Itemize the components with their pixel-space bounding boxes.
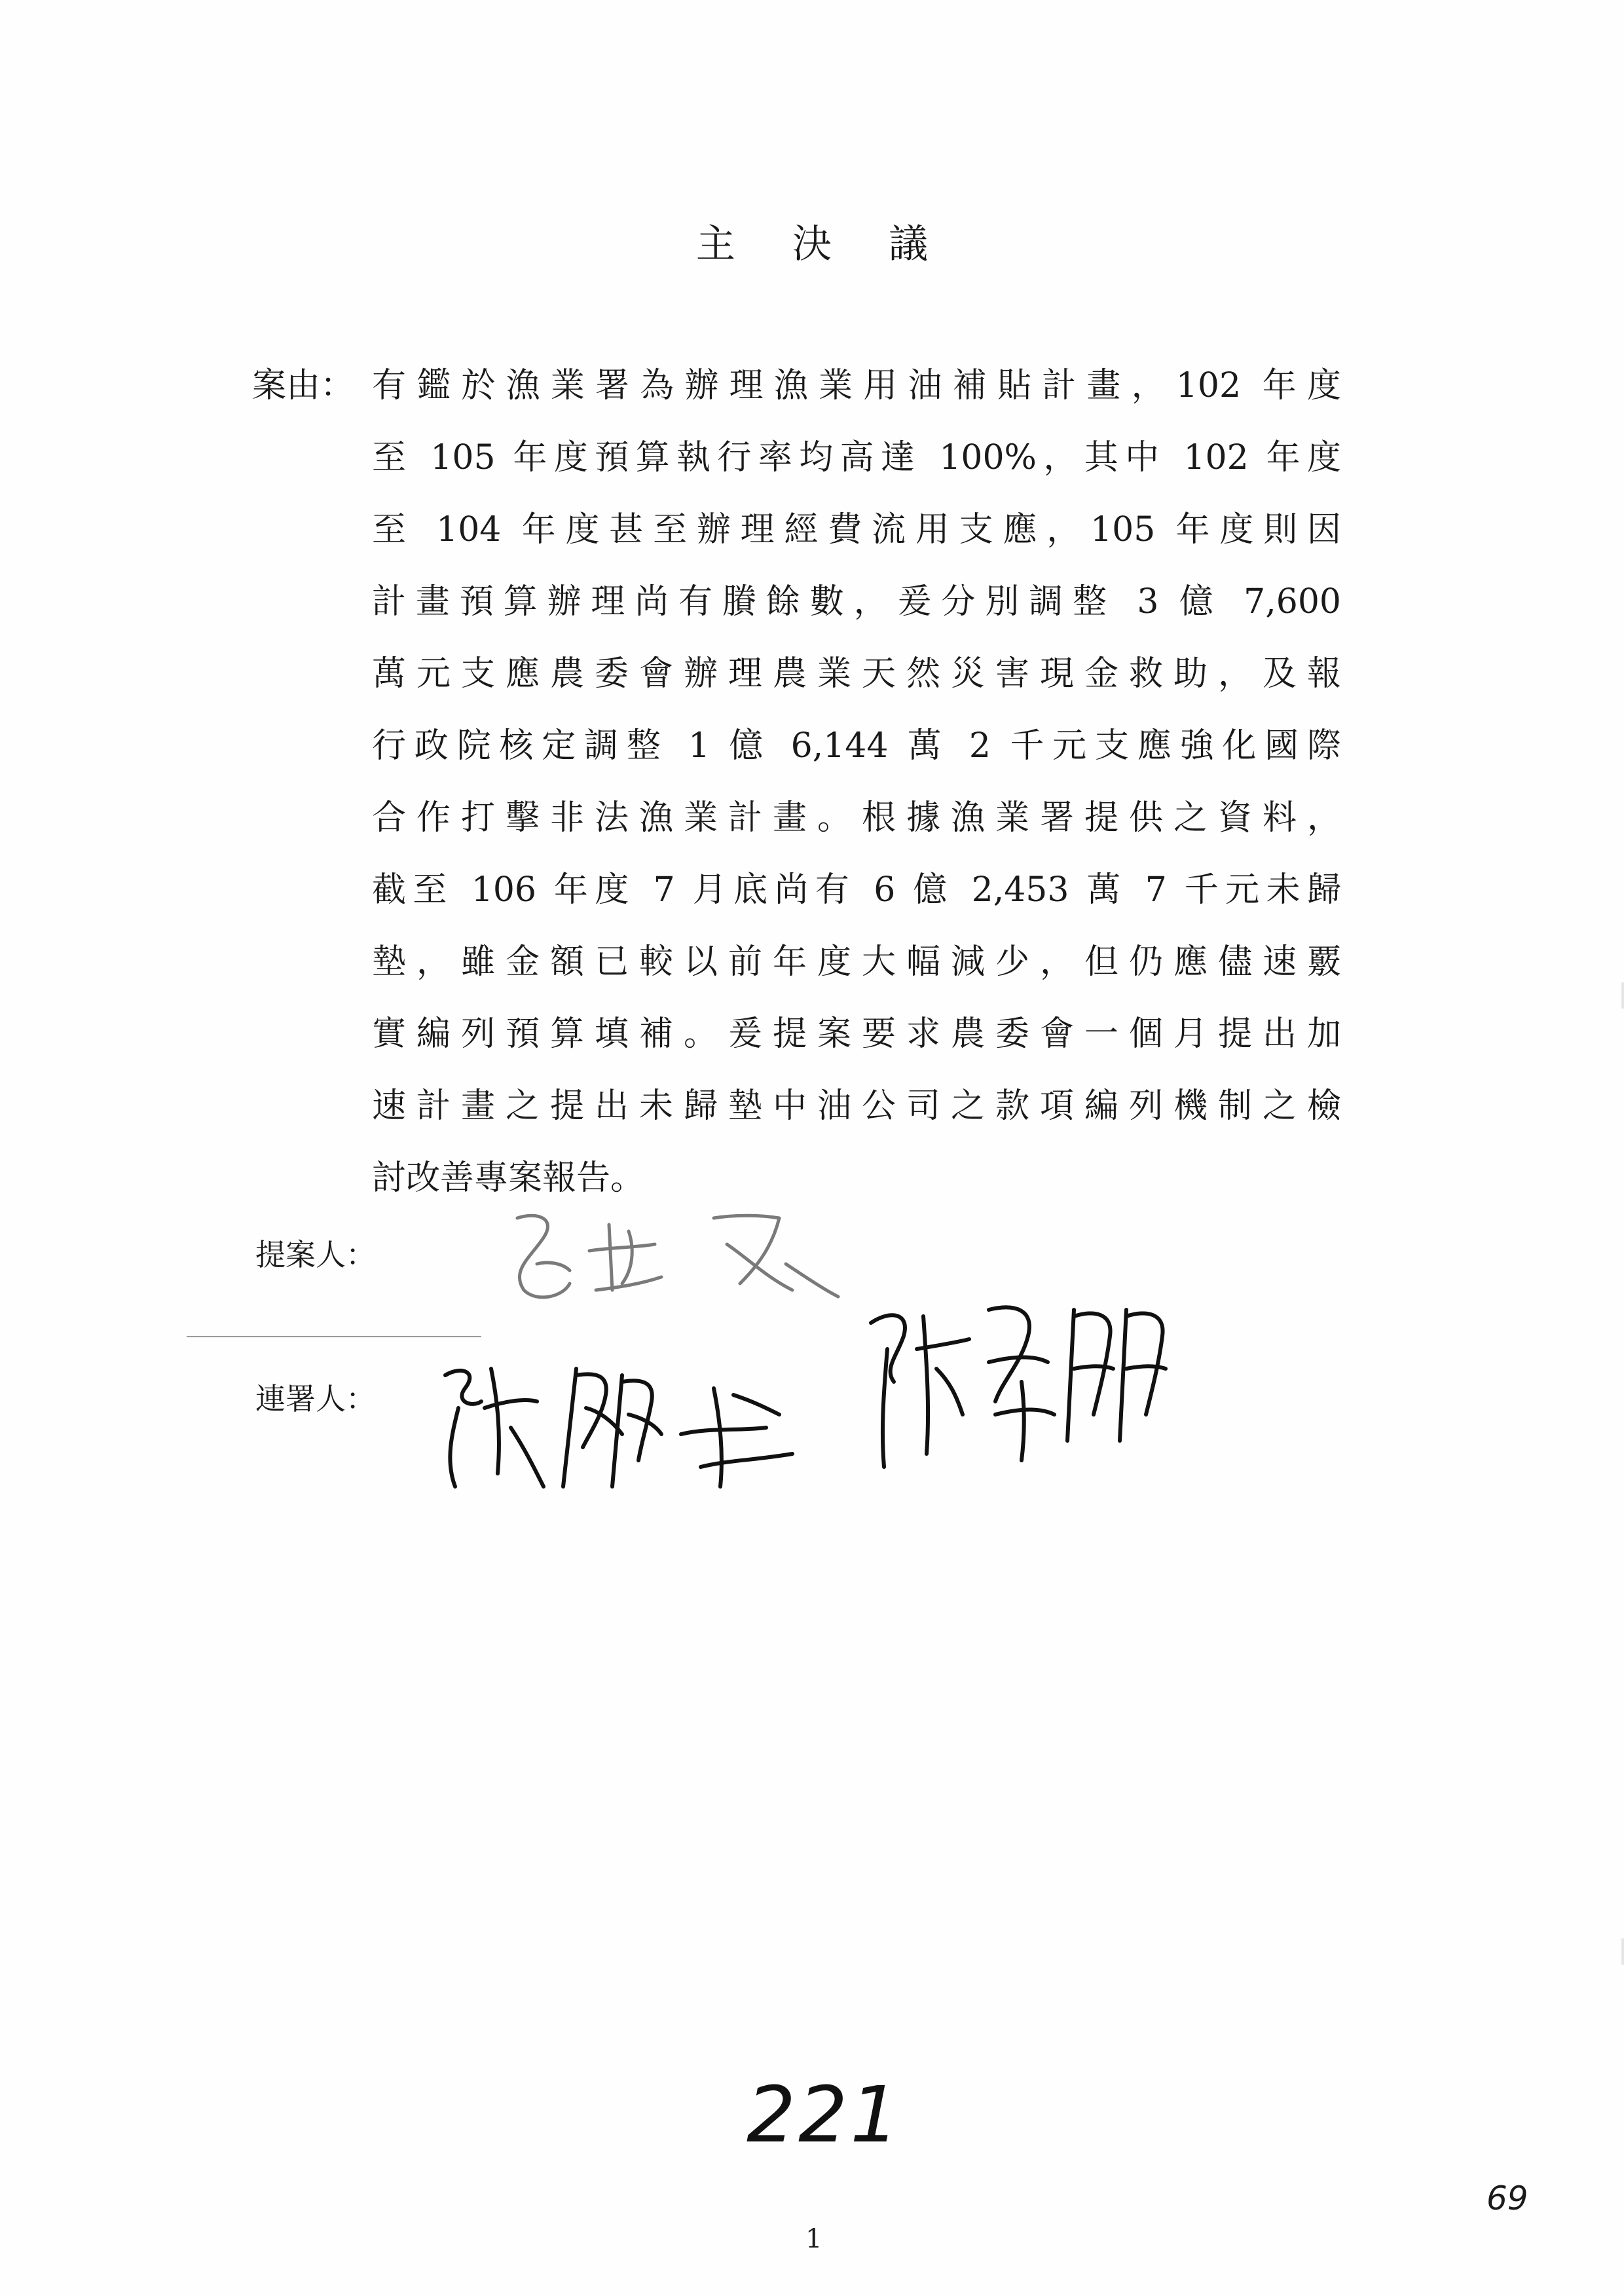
cosigner-signature-2 [858,1284,1198,1480]
cosigner-label: 連署人： [255,1381,376,1416]
handwritten-page-number-text: 221 [747,2069,902,2160]
case-line: 行政院核定調整 1 億 6,144 萬 2 千元支應強化國際 [372,726,1341,766]
handwritten-page-number [747,2069,902,2160]
case-line: 至 104 年度甚至辦理經費流用支應，105 年度則因 [372,510,1341,549]
case-line: 至 105 年度預算執行率均高達 100%，其中 102 年度 [372,438,1341,477]
proposer-label: 提案人： [255,1237,376,1272]
case-line: 截至 106 年度 7 月底尚有 6 億 2,453 萬 7 千元未歸 [372,870,1341,910]
proposer-signature [498,1192,864,1323]
document-title: 主 決 議 [695,221,951,267]
case-line: 計畫預算辦理尚有賸餘數，爰分別調整 3 億 7,600 [372,582,1341,621]
case-line: 合作打擊非法漁業計畫。根據漁業署提供之資料， [372,798,1341,838]
cosigner-signature-1 [426,1336,819,1506]
case-line: 實編列預算填補。爰提案要求農委會一個月提出加 [372,1014,1341,1054]
case-line: 有鑑於漁業署為辦理漁業用油補貼計畫，102 年度 [372,366,1341,405]
corner-number: 69 [1486,2179,1528,2217]
case-label: 案由： [252,366,355,405]
case-body [372,350,1341,1214]
case-line: 萬元支應農委會辦理農業天然災害現金救助，及報 [372,654,1341,694]
case-line-last: 討改善專案報告。 [372,1158,645,1198]
case-line: 墊，雖金額已較以前年度大幅減少，但仍應儘速覈 [372,942,1341,982]
printed-page-number: 1 [805,2224,822,2254]
case-line: 速計畫之提出未歸墊中油公司之款項編列機制之檢 [372,1086,1341,1126]
scan-edge-mark [1621,1938,1624,1965]
scan-edge-mark [1621,982,1624,1009]
